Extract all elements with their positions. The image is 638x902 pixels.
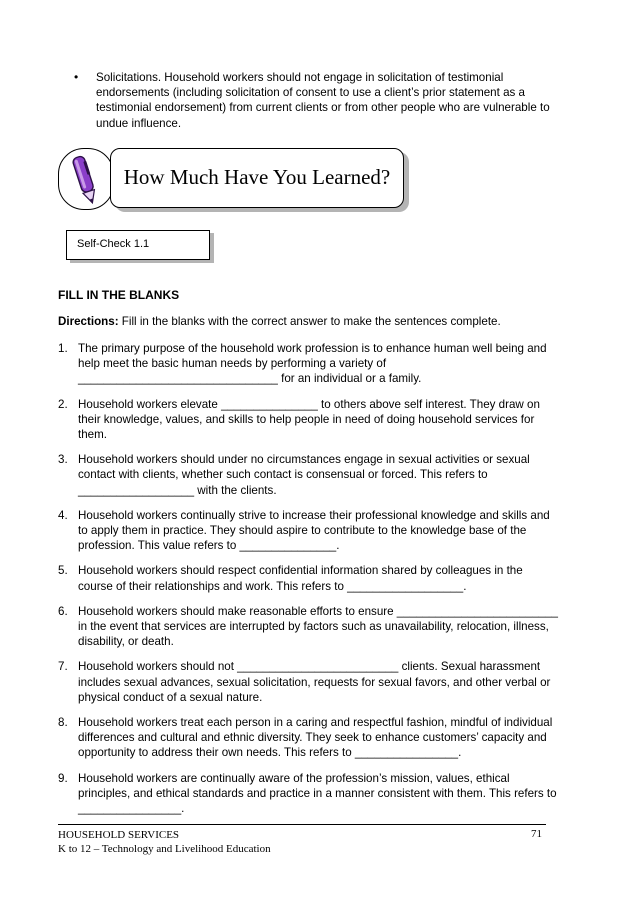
self-check-text: Self-Check 1.1: [77, 238, 150, 250]
footer: [58, 828, 271, 856]
question-number: 4.: [58, 508, 68, 522]
bullet-dot-icon: •: [74, 70, 79, 84]
question-text: Household workers should under no circumstances engage in sexual activities or sexual contact with clients, whether such contact is consensual or forced. This refers to __________________ with the clients.: [78, 453, 530, 497]
bullet-text: Solicitations. Household workers should not engage in solicitation of testimonial endorsements (including solicitation of consent to use a client’s prior statement as a testimonial endorsement) from current clients or from other people who are vulnerable to undue influence.: [96, 71, 550, 130]
question-text: Household workers are continually aware of the profession’s mission, values, ethical principles, and ethical standards and practice in a manner consistent with them. This refers to ________________.: [78, 771, 557, 816]
directions: [58, 315, 501, 328]
question-item: [58, 397, 558, 443]
self-check-label: [66, 230, 210, 260]
question-text: Household workers should make reasonable efforts to ensure _________________________ in the event that services are interrupted by factors such as unavailability, relocation, illness, disability, or death.: [78, 604, 558, 649]
bullet-paragraph: [74, 70, 554, 131]
banner-title: How Much Have You Learned?: [123, 165, 391, 189]
question-item: [58, 604, 558, 650]
question-item: [58, 508, 558, 554]
question-number: 2.: [58, 397, 68, 411]
question-number: 5.: [58, 564, 68, 578]
question-text: The primary purpose of the household work profession is to enhance human well being and help meet the basic human needs by performing a variety of _______________________________ for an individual or a family.: [78, 342, 547, 386]
question-number: 8.: [58, 716, 68, 730]
question-text: Household workers elevate _______________ to others above self interest. They draw on their knowledge, values, and skills to help people in need of doing household services for them.: [78, 397, 540, 442]
question-number: 7.: [58, 660, 68, 674]
page-number: 71: [531, 828, 542, 840]
banner-box: [110, 148, 404, 208]
footer-divider: [58, 824, 546, 825]
question-item: [58, 563, 558, 593]
pen-icon: [62, 152, 108, 208]
question-item: [58, 771, 558, 817]
question-text: Household workers treat each person in a caring and respectful fashion, mindful of individual differences and cultural and ethnic diversity. They seek to enhance customers’ capacity and opportunity to address their own needs. This refers to ________________.: [78, 716, 553, 760]
question-text: Household workers continually strive to increase their professional knowledge and skills and to apply them in practice. They should aspire to contribute to the knowledge base of the profession. This value refers to _______________.: [78, 508, 550, 553]
question-item: [58, 715, 558, 761]
footer-curriculum: K to 12 – Technology and Livelihood Education: [58, 843, 271, 855]
question-number: 3.: [58, 453, 68, 467]
question-text: Household workers should respect confidential information shared by colleagues in the course of their relationships and work. This refers to __________________.: [78, 564, 523, 593]
question-number: 6.: [58, 604, 68, 618]
question-number: 1.: [58, 342, 68, 355]
question-item: [58, 659, 558, 705]
directions-text: Fill in the blanks with the correct answer to make the sentences complete.: [121, 315, 501, 328]
question-text: Household workers should not _________________________ clients. Sexual harassment includes sexual advances, sexual solicitation, requests for sexual favors, and other verbal or physical conduct of a sexual nature.: [78, 660, 551, 704]
question-list: [58, 341, 558, 826]
question-item: [58, 341, 558, 387]
question-item: [58, 452, 558, 498]
directions-label: Directions:: [58, 315, 119, 328]
question-number: 9.: [58, 771, 68, 785]
footer-subject: HOUSEHOLD SERVICES: [58, 829, 180, 841]
section-title: FILL IN THE BLANKS: [58, 288, 180, 302]
